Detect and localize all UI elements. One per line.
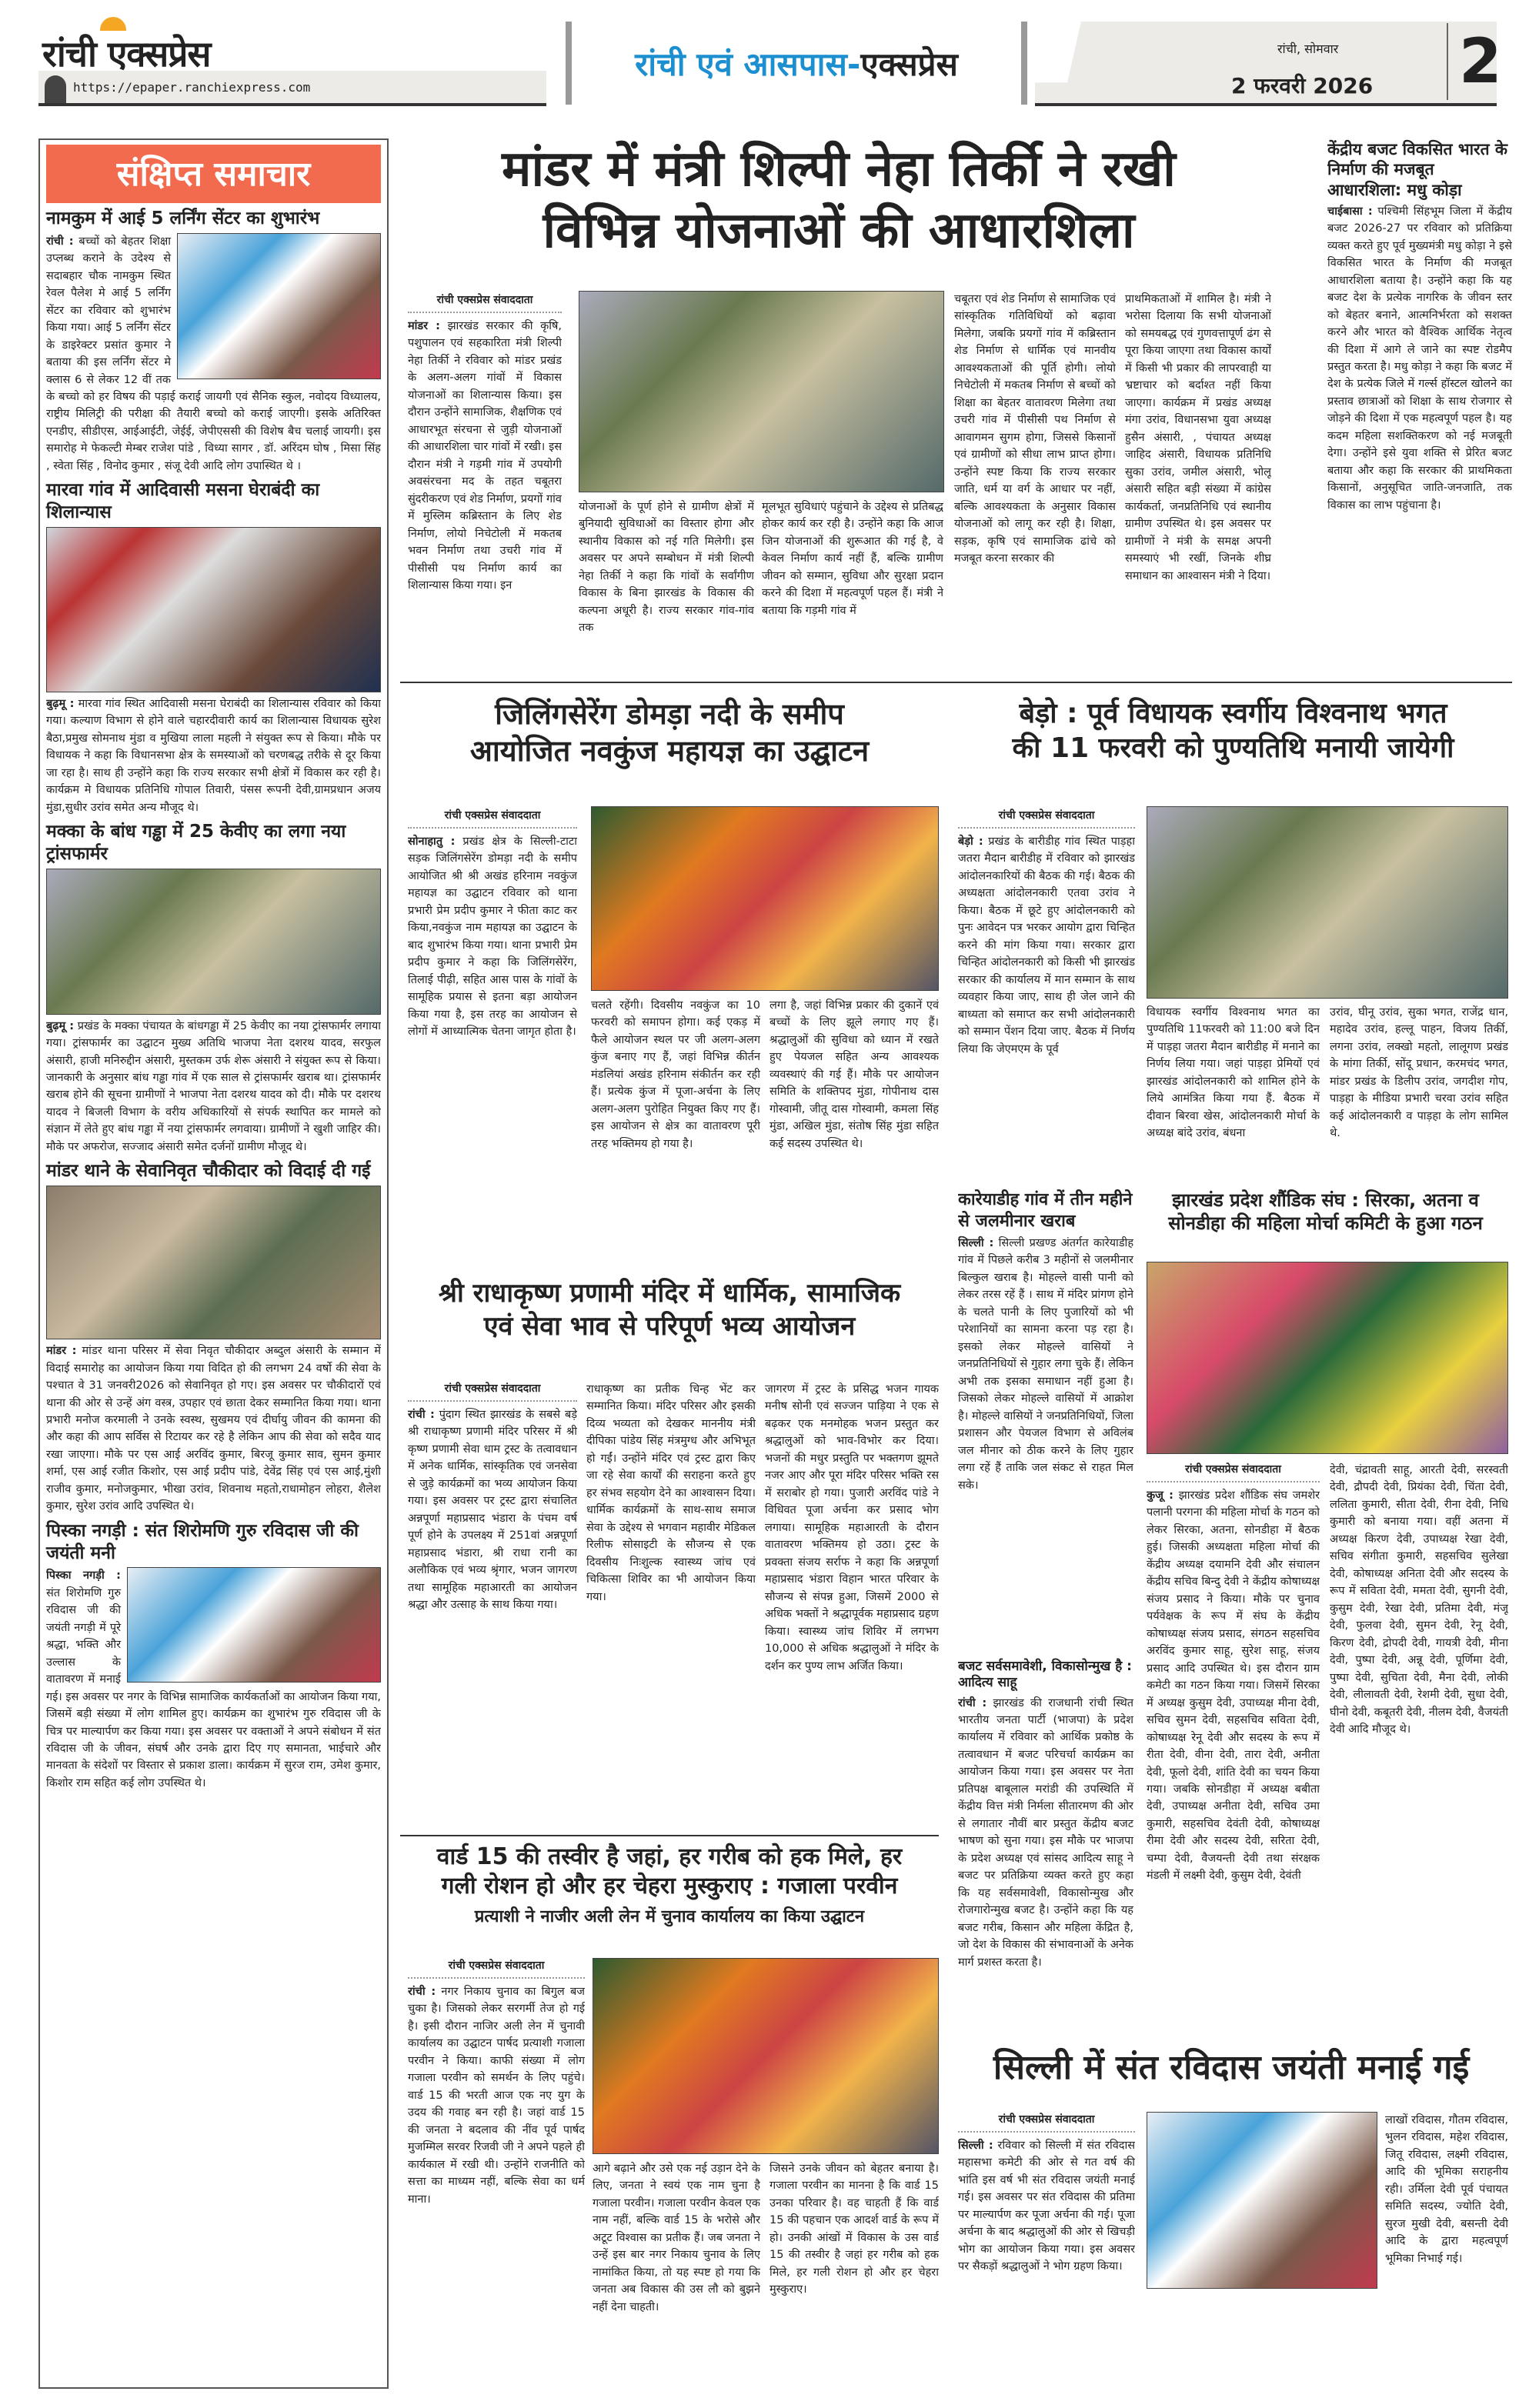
byline: रांची एक्सप्रेस संवाददाता	[958, 808, 1135, 829]
jalminar-story	[958, 1185, 1133, 1646]
story-text: प्रखंड के बारीडीह गांव स्थित पाड़हा जतरा मैदान बारीडीह में रविवार को झारखंड आंदोलनकारियों की बैठक की गई। बैठक की अध्यक्षता आंदोलनकारी एतवा उरांव ने किया। बैठक में छूटे हुए आंदोलनकारी को पुनः आवेदन पत्र भरकर आयोग द्वारा चिन्हित करने की मांग किया गया। सरकार द्वारा चिन्हित आंदोलनकारी को किसी भी झारखंड सरकार की कार्यालय में मान सम्मान के साथ व्यवहार किया जाए, साथ ही जेल जाने की बाध्यता को समाप्त कर सभी आंदोलनकारी को सम्मान पेंशन दिया जाए. बैठक में निर्णय लिया कि जेएमएम के पूर्व	[958, 835, 1135, 1056]
radhakrishna-col-3: जागरण में ट्रस्ट के प्रसिद्ध भजन गायक मनीष सोनी एवं सज्जन पाड़िया ने एक से बढ़कर एक मनमोहक भजन प्रस्तुत कर श्रद्धालुओं को भाव-विभोर कर दिया। भजनों की मधुर प्रस्तुति पर भक्तगण झूमते नजर आए और पूरा मंदिर परिसर भक्ति रस में सराबोर हो गया। पुजारी अरविंद पांडे ने विधिवत पूजा अर्चना कर प्रसाद भोग लगाया। सामूहिक महाआरती के दौरान वातावरण भक्तिमय हो उठा। ट्रस्ट के प्रवक्ता संजय सर्राफ ने कहा कि अन्नपूर्णा महाप्रसाद भंडारा विहान भारत परिवार के सौजन्य से संपन्न हुआ, जिसमें 2000 से अधिक भक्तों ने श्रद्धापूर्वक महाप्रसाद ग्रहण किया। स्वास्थ्य जांच शिविर में लगभग 10,000 से अधिक श्रद्धालुओं ने मंदिर के दर्शन कर पुण्य लाभ अर्जित किया।	[765, 1383, 939, 1673]
morcha-col-2: देवी, चंद्रावती साहू, आरती देवी, सरस्वती देवी, द्रौपदी देवी, प्रियंका देवी, चिंता देवी, ललिता कुमारी, सीता देवी, रीना देवी, निधि कुमारी को बनाया गया। वहीं अतना में अध्यक्ष किरण देवी, उपाध्यक्ष रेखा देवी, सचिव संगीता कुमारी, सहसचिव सुलेखा देवी, कोषाध्यक्ष अनिता देवी और सदस्य के रूप में सविता देवी, ममता देवी, सुगनी देवी, कुसुम देवी, रेखा देवी, प्रतिमा देवी, मंजू देवी, फुलवा देवी, सुमन देवी, रेनू देवी, किरण देवी, द्रोपदी देवी, गायत्री देवी, मीना देवी, पुष्पा देवी, अन्नू देवी, पूर्णिमा देवी, पुष्पा देवी, सुचिता देवी, मैना देवी, लोकी देवी, लीलावती देवी, रेशमी देवी, सुधा देवी, घीनो देवी, कबूतरी देवी, नीलम देवी, वैजयंती देवी आदि मौजूद थे।	[1330, 1464, 1508, 1736]
domra-headline	[400, 696, 939, 769]
briefs-column	[38, 138, 389, 2389]
silli-headline: सिल्ली में संत रविदास जयंती मनाई गई	[993, 2048, 1470, 2087]
dateline: सोनाहातु :	[408, 835, 456, 848]
lead-headline-line2: विभिन्न योजनाओं की आधारशिला	[542, 202, 1135, 259]
dateline: सिल्ली :	[958, 2140, 993, 2152]
photo-meeting	[1147, 806, 1508, 999]
sun-logo-icon	[100, 17, 126, 31]
dateline: चाईबासा :	[1327, 205, 1373, 218]
briefs-title: संक्षिप्त समाचार	[46, 145, 381, 203]
lead-col-5: प्राथमिकताओं में शामिल है। मंत्री ने भरोसा दिलाया कि सभी योजनाओं को समयबद्ध एवं गुणवत्तापूर्ण ढंग से पूरा किया जाएगा तथा विकास कार्यों में किसी भी प्रकार की लापरवाही या भ्रष्टाचार को बर्दाश्त नहीं किया जाएगा। कार्यक्रम में प्रखंड अध्यक्ष मंगा उरांव, विधानसभा युवा अध्यक्ष हुसैन अंसारी, , पंचायत अध्यक्ष जाहिद अंसारी, विधायक प्रतिनिधि सुका उरांव, जमील अंसारी, भोलू अंसारी सहित बड़ी संख्या में कांग्रेस कार्यकर्ता, जनप्रतिनिधि एवं स्थानीय ग्रामीण उपस्थित थे। इस अवसर पर ग्रामीणों ने मंत्री के समक्ष अपनी समस्याएं भी रखीं, जिनके शीघ्र समाधान का आश्वासन मंत्री ने दिया।	[1125, 293, 1271, 582]
dateline: बेड़ो :	[958, 835, 983, 848]
bero-col-3: उरांव, घीनू उरांव, सुका भगत, राजेंद्र धान, महादेव उरांव, हल्लू पाहन, विजय तिर्की, लगना उरांव, लक्खो महतो, लालूगण प्रखंड के मांगा तिर्की, सोंदू प्रधान, करमचंद भगत, मांडर प्रखंड के डिलीप उरांव, जगदीश गोप, पाड़हा के मीडिया प्रभारी चरवा उरांव सहित कई आंदोलनकारी व पाड़हा के लोग सामिल थे.	[1330, 1006, 1508, 1140]
byline: रांची एक्सप्रेस संवाददाता	[408, 1381, 577, 1402]
brief-item	[46, 821, 381, 1156]
brief-text: मारवा गांव स्थित आदिवासी मसना घेराबंदी का शिलान्यास रविवार को किया गया। कल्याण विभाग से होने वाले चहारदीवारी कार्य का शिलान्यास विधायक सुरेश बैठा,प्रमुख सोमनाथ मुंडा व मुखिया लाला महली ने संयुक्त रूप से किया। मौके पर विधायक ने कहा कि विधानसभा क्षेत्र के समस्याओं को चरणबद्ध तरीके से दूर किया जा रहा है। साथ ही उन्होंने कहा कि राज्य सरकार सभी क्षेत्रों में विकास कर रही है। कार्यक्रम मे विधायक प्रतिनिधि गोपाल तिवारी, पंसस रूपनी देवी,ग्रामप्रधान अजय मुंडा,सुधीर उरांव समेत अन्य मौजूद थे।	[46, 697, 381, 814]
newspaper-logo: रांची एक्सप्रेस	[42, 33, 211, 75]
byline: रांची एक्सप्रेस संवाददाता	[1147, 1462, 1320, 1482]
photo-farewell	[46, 1186, 381, 1339]
sahu-story	[958, 1654, 1133, 2031]
lead-headline	[400, 138, 1277, 262]
koda-story	[1327, 135, 1512, 677]
dateline: कुजू :	[1147, 1489, 1173, 1502]
brief-text: बच्चों को बेहतर शिक्षा उप्लब्ध कराने के उदेश्य से सदाबहार चौक नामकुम स्थित रेवल पैलेश मे आई 5 लर्निंग सेंटर का रविवार को शुभारंभ किया गया। आई 5 लर्निंग सेंटर के डाइरेक्टर प्रसांत कुमार ने बताया की इस लर्निंग सेंटर मे क्लास 6 से लेकर 12 वीं तक के बच्चो को हर विषय की पड़ाई कराई जायगी एवं सैनिक स्कुल, नवोदय विध्यालय, राष्ट्रीय मिलिट्री की परीक्षा की तैयारी बच्चो को कराई जाएगी। इसके अतिरिक्त एनडीए, सीडीएस, आईआईटी, जेईई, जेपीएससी की विशेष बैच चलाई जायगी। इस समारोह मे फेकल्टी मेम्बर राजेश पांडे , विध्या सागर , डॉ. अरिंदम घोष , मिसा सिंह , स्वेता सिंह , विनोद कुमार , संजू देवी आदि लोग उपास्थित थे ।	[46, 235, 381, 472]
photo-minister-foundation	[579, 291, 944, 492]
divider	[400, 682, 1512, 683]
section-title-a: रांची एवं आसपास-	[635, 45, 861, 83]
gazala-col-1	[408, 1958, 585, 2389]
morcha-headline: झारखंड प्रदेश शौंडिक संघ : सिरका, अतना व सोनडीहा की महिला मोर्चा कमिटी के हुआ गठन	[1168, 1189, 1483, 1234]
photo-ravidas-jayanti	[127, 1567, 381, 1683]
brief-text: प्रखंड के मक्का पंचायत के बांधगड्ढा में 25 केवीए का नया ट्रांसफार्मर लगाया गया। ट्रांसफार्मर का उद्घाटन मुख्य अतिथि भाजपा नेता दशरथ यादव, सरफुल अंसारी, हाजी मनिरुद्दीन अंसारी, मुस्तकम उर्फ शेरू अंसारी ने संयुक्त रूप से किया। जानकारी के अनुसार बांध गड्ढा गांव में एक साल से ट्रांसफार्मर खराब था। ट्रांसफार्मर खराब होने की सूचना ग्रामीणों ने भाजपा नेता दशरथ यादव को दी। मौके पर दशरथ यादव ने बिजली विभाग के वरीय अधिकारियों से संपर्क स्थापित कर मामले को संज्ञान में लेते हुए बांध गड्ढा में नया ट्रांसफार्मर लगवाया। ग्रामीणों ने खुशी जाहिर की। मौके पर अफरोज, सज्जाद अंसारी समेत दर्जनों ग्रामीण मौजूद थे।	[46, 1019, 381, 1153]
bero-headline-line2: की 11 फरवरी को पुण्यतिथि मनायी जायेगी	[1012, 732, 1454, 764]
lead-col-2: योजनाओं के पूर्ण होने से ग्रामीण क्षेत्रों में बुनियादी सुविधाओं का विस्तार होगा और स्थानीय विकास को नई गति मिलेगी। इस अवसर पर अपने सम्बोधन में मंत्री शिल्पी नेहा तिर्की ने कहा कि गांवों के सर्वांगीण विकास के बिना झारखंड के विकास की कल्पना अधूरी है। राज्य सरकार गांव-गांव तक	[579, 501, 754, 635]
dateline: बुढ़मू :	[46, 697, 75, 710]
silli-col-2: लाखों रविदास, गौतम रविदास, भुलन रविदास, महेश रविदास, जितू रविदास, लक्ष्मी रविदास, आदि की भूमिका सराहनीय रही। उर्मिला देवी पूर्व पंचायत समिति सदस्य, ज्योति देवी, सुरज मुखी देवी, बसन्ती देवी आदि के द्वारा महत्वपूर्ण भूमिका निभाई गई।	[1385, 2114, 1508, 2265]
brief-headline: मक्का के बांध गड्ढा में 25 केवीए का लगा नया ट्रांसफार्मर	[46, 822, 346, 864]
epaper-url[interactable]: https://epaper.ranchiexpress.com	[73, 80, 311, 95]
byline: रांची एक्सप्रेस संवाददाता	[408, 1958, 585, 1979]
brief-item	[46, 1520, 381, 1793]
gazala-subhead: प्रत्याशी ने नाजीर अली लेन में चुनाव कार्यालय का किया उद्घाटन	[474, 1907, 865, 1926]
photo-election-office	[593, 1958, 939, 2154]
photo-ribbon-cutting	[591, 806, 939, 991]
photo-learning-center	[177, 233, 381, 379]
bero-col-1	[958, 808, 1135, 1177]
photo-transformer	[46, 869, 381, 1015]
dateline: रांची :	[408, 1986, 436, 1998]
story-text: झारखंड की राजधानी रांची स्थित भारतीय जनता पार्टी (भाजपा) के प्रदेश कार्यालय में रविवार को आर्थिक प्रकोष्ठ के तत्वावधान में बजट परिचर्चा कार्यक्रम का आयोजन किया गया। इस अवसर पर नेता प्रतिपक्ष बाबूलाल मरांडी की उपस्थिति में केंद्रीय वित्त मंत्री निर्मला सीतारमण की ओर से लगातार नौवीं बार प्रस्तुत केंद्रीय बजट भाषण को सुना गया। इस मौके पर भाजपा के प्रदेश अध्यक्ष एवं सांसद आदित्य साहू ने बजट पर प्रतिक्रिया व्यक्त करते हुए कहा कि यह सर्वसमावेशी, विकासोन्मुख और रोजगारोन्मुख बजट है। उन्होंने कहा कि यह बजट गरीब, किसान और महिला केंद्रित है, जो देश के विकास की संभावनाओं के अनेक मार्ग प्रशस्त करता है।	[958, 1696, 1133, 1969]
radhakrishna-headline	[400, 1277, 939, 1342]
divider	[400, 1835, 939, 1836]
section-title-b: एक्सप्रेस	[860, 45, 958, 83]
page-number: 2	[1447, 23, 1502, 100]
gazala-headline-line1: वार्ड 15 की तस्वीर है जहां, हर गरीब को हक मिले, हर	[436, 1843, 903, 1870]
bero-col-2: विधायक स्वर्गीय विश्वनाथ भगत का पुण्यतिथि 11फरवरी को 11:00 बजे दिन में पाड़हा जतरा मैदान बारीडीह में मनाने का निर्णय लिया गया। जहां पाड़हा प्रेमियों एवं झारखंड आंदोलनकारी को शामिल होने के लिये आमंत्रित किया गया हैं. बैठक में दीवान बिरवा खेस, आंदोलनकारी मोर्चा के अध्यक्ष बांदे उरांव, बंधना	[1147, 1006, 1320, 1140]
edition-day: रांची, सोमवार	[1277, 42, 1339, 56]
story-text: झारखंड सरकार की कृषि, पशुपालन एवं सहकारिता मंत्री शिल्पी नेहा तिर्की ने रविवार को मांडर प्रखंड के अलग-अलग गांवों में विकास योजनाओं का शिलान्यास किया। इस दौरान उन्होंने सामाजिक, शैक्षणिक एवं आधारभूत संरचना से जुड़ी योजनाओं की आधारशिला चार गांवों में रखी। इस दौरान मंत्री ने गड़मी गांव में उपयोगी अवसंरचना मद के तहत चबूतरा सुंदरीकरण एवं शेड निर्माण, प्रयगों गांव में मुस्लिम कब्रिस्तान के लिए शेड निर्माण, लोयो निचेटोली में मकतब भवन निर्माण तथा उचरी गांव में पीसीसी पथ निर्माण कार्य का शिलान्यास किया गया। इन	[408, 320, 562, 592]
bero-headline-line1: बेड़ो : पूर्व विधायक स्वर्गीय विश्वनाथ भगत	[1019, 698, 1447, 729]
gazala-col-3: जिसने उनके जीवन को बेहतर बनाया है। गजाला परवीन का मानना है कि वार्ड 15 उनका परिवार है। वह चाहती हैं कि वार्ड 15 की पहचान एक आदर्श वार्ड के रूप में हो। उनकी आंखों में विकास के उस वार्ड 15 की तस्वीर है जहां हर गरीब को हक मिले, हर गली रोशन हो और हर चेहरा मुस्कुराए।	[770, 2163, 939, 2296]
dateline: पिस्का नगड़ी :	[46, 1569, 121, 1583]
gazala-col-2: आगे बढ़ाने और उसे एक नई उड़ान देने के लिए, जनता ने स्वयं एक नाम चुना है गजाला परवीन। गजाला परवीन केवल एक नाम नहीं, बल्कि वार्ड 15 के भरोसे और अटूट विश्वास का प्रतीक हैं। जब जनता ने उन्हें इस बार नगर निकाय चुनाव के लिए नामांकित किया, तो यह स्पष्ट हो गया कि जनता अब विकास की उस लौ को बुझने नहीं देना चाहती।	[593, 2163, 760, 2313]
qr-badge-icon	[45, 75, 66, 103]
domra-headline-line1: जिलिंगसेरेंग डोमड़ा नदी के समीप	[495, 697, 844, 731]
lead-col-3: मूलभूत सुविधाएं पहुंचाने के उद्देश्य से प्रतिबद्ध होकर कार्य कर रही है। उन्होंने कहा कि आज जिन योजनाओं की शुरूआत की गई है, वे केवल निर्माण कार्य नहीं हैं, बल्कि ग्रामीण जीवन को सम्मान, सुविधा और सुरक्षा प्रदान करने की दिशा में महत्वपूर्ण पहल हैं। मंत्री ने बताया कि गड़मी गांव में	[762, 501, 943, 617]
jalminar-headline: कारेयाडीह गांव में तीन महीने से जलमीनार खराब	[958, 1190, 1133, 1231]
brief-headline: नामकुम में आई 5 लर्निंग सेंटर का शुभारंभ	[46, 208, 320, 228]
story-text: रविवार को सिल्ली में संत रविदास महासभा कमेटी की ओर से गत वर्ष की भांति इस वर्ष भी संत रविदास जयंती मनाई गई। इस अवसर पर संत रविदास की प्रतिमा पर माल्यार्पण कर पूजा अर्चना की गई। पूजा अर्चना के बाद श्रद्धालुओं की ओर से खिचड़ी भोग का आयोजन किया गया। इस अवसर पर सैकड़ों श्रद्धालुओं ने भोग ग्रहण किया।	[958, 2140, 1135, 2273]
lead-headline-line1: मांडर में मंत्री शिल्पी नेहा तिर्की ने रखी	[502, 141, 1176, 198]
photo-foundation-stone	[46, 527, 381, 692]
byline: रांची एक्सप्रेस संवाददाता	[408, 808, 577, 829]
brief-text: संत शिरोमणि गुरु रविदास जी की जयंती नगड़ी में पूरे श्रद्धा, भक्ति और उल्लास के वातावरण में मनाई गई। इस अवसर पर नगर के विभिन्न सामाजिक कार्यकर्ताओं का आयोजन किया गया, जिसमें बड़ी संख्या में लोग शामिल हुए। कार्यक्रम का शुभारंभ गुरु रविदास जी के चित्र पर माल्यार्पण कर किया गया। इस अवसर पर वक्ताओं ने अपने संबोधन में संत रविदास जी के जीवन, संघर्ष और उनके द्वारा दिए गए समानता, भाईचारे और मानवता के संदेशों पर विस्तार से प्रकाश डाला। कार्यक्रम में सुरज राम, उमेश कुमार, किशोर राम सहित कई लोग उपस्थित थे।	[46, 1586, 381, 1789]
domra-col-1	[408, 808, 577, 1262]
dateline: रांची :	[958, 1696, 987, 1709]
dateline: मांडर :	[408, 320, 440, 332]
brief-headline: पिस्का नगड़ी : संत शिरोमणि गुरु रविदास जी की जयंती मनी	[46, 1520, 359, 1563]
photo-ravidas-bhog	[1147, 2112, 1377, 2289]
dateline: मांडर :	[46, 1345, 77, 1358]
edition-date: 2 फरवरी 2026	[1231, 73, 1374, 98]
byline: रांची एक्सप्रेस संवाददाता	[408, 292, 562, 313]
dateline: बुढ़मू :	[46, 1019, 75, 1032]
story-text: पश्चिमी सिंहभूम जिला में केंद्रीय बजट 2026-27 पर रविवार को प्रतिक्रिया व्यक्त करते हुए पूर्व मुख्यमंत्री मधु कोड़ा ने इसे विकसित भारत के निर्माण की मजबूत आधारशिला बताया है। उन्होंने कहा कि यह बजट देश के प्रत्येक नागरिक के जीवन स्तर को बेहतर बनाने, आत्मनिर्भरता को सशक्त करने और भारत को वैश्विक आर्थिक नेतृत्व की दिशा में आगे ले जाने का स्पष्ट रोडमैप प्रस्तुत करता है। मधु कोड़ा ने कहा कि बजट में देश के प्रत्येक जिले में गर्ल्स हॉस्टल खोलने का प्रस्ताव छात्राओं को शिक्षा के साथ रोजगार से जोड़ने की दिशा में एक महत्वपूर्ण पहल है। यह कदम महिला सशक्तिकरण को नई मजबूती देगा। उन्होंने इसे युवा शक्ति से प्रेरित बजट बताया और कहा कि सरकार की प्राथमिकता किसानों, अनुसूचित जाति-जनजाति, तक विकास का लाभ पहुंचाना है।	[1327, 205, 1512, 512]
dateline: रांची :	[46, 235, 74, 248]
brief-body	[46, 233, 381, 475]
brief-item	[46, 208, 381, 475]
radhakrishna-col-2: राधाकृष्ण का प्रतीक चिन्ह भेंट कर सम्मानित किया। मंदिर परिसर और इसकी दिव्य भव्यता को देखकर माननीय मंत्री दीपिका पांडेय सिंह मंत्रमुग्ध और अभिभूत हो गईं। उन्होंने मंदिर एवं ट्रस्ट द्वारा किए जा रहे सेवा कार्यों की सराहना करते हुए हर संभव सहयोग देने का आश्वासन दिया। धार्मिक कार्यक्रमों के साथ-साथ समाज सेवा के उद्देश्य से भगवान महावीर मेडिकल रिलीफ सोसाइटी के सौजन्य से एक दिवसीय निःशुल्क स्वास्थ्य जांच एवं चिकित्सा शिविर का भी आयोजन किया गया।	[586, 1383, 756, 1603]
story-text: सिल्ली प्रखण्ड अंतर्गत कारेयाडीह गांव में पिछले करीब 3 महीनों से जलमीनार बिल्कुल खराब है। मोहल्ले वासी पानी को लेकर तरस रहें हैं । साथ में मंदिर प्रांगण होने के चलते पानी के लिए पुजारियों को भी परेशानियों का सामना करना पड़ रहा है। इसको लेकर मोहल्ले वासियों ने जनप्रतिनिधियों से गुहार लगा चुके हैं। लेकिन अभी तक इसका समाधान नहीं हुआ है। जिसको लेकर मोहल्ले वासियों में आक्रोश है। मोहल्ले वासियों ने जनप्रतिनिधियों, जिला प्रशासन और पेयजल विभाग से अविलंब जल मीनार को ठीक करने के लिए गुहार लगा रहें हैं ताकि जल संकट से राहत मिल सके।	[958, 1237, 1133, 1492]
gazala-headline-line2: गली रोशन हो और हर चेहरा मुस्कुराए : गजाला परवीन	[441, 1872, 898, 1899]
radhakrishna-headline-line2: एवं सेवा भाव से परिपूर्ण भव्य आयोजन	[483, 1310, 856, 1342]
silli-col-1	[958, 2112, 1135, 2389]
dateline: सिल्ली :	[958, 1237, 994, 1249]
story-text: पुंदाग स्थित झारखंड के सबसे बड़े श्री राधाकृष्ण प्रणामी मंदिर परिसर में श्री कृष्ण प्रणामी सेवा धाम ट्रस्ट के तत्वावधान में अनेक धार्मिक, सांस्कृतिक एवं जनसेवा से जुड़े कार्यक्रमों का भव्य आयोजन किया गया। इस अवसर पर ट्रस्ट द्वारा संचालित अन्नपूर्णा महाप्रसाद भंडारा के पंचम वर्ष पूर्ण होने के उपलक्ष्य में 251वां अन्नपूर्णा महाप्रसाद भंडारा, श्री राधा रानी का अलौकिक एवं भव्य श्रृंगार, भजन जागरण तथा सामूहिक महाआरती का आयोजन श्रद्धा और उत्साह के साथ किया गया।	[408, 1409, 577, 1612]
brief-item	[46, 479, 381, 816]
brief-headline: मांडर थाने के सेवानिवृत चौकीदार को विदाई दी गई	[46, 1161, 371, 1182]
bero-headline	[954, 696, 1512, 765]
domra-headline-line2: आयोजित नवकुंज महायज्ञ का उद्घाटन	[469, 733, 870, 768]
dateline: रांची :	[408, 1409, 435, 1421]
photo-women-committee	[1147, 1262, 1508, 1454]
story-text: नगर निकाय चुनाव का बिगुल बज चुका है। जिसको लेकर सरगर्मी तेज हो गई है। इसी दौरान नाजिर अली लेन में चुनावी कार्यालय का उद्घाटन पार्षद प्रत्याशी गजाला परवीन ने किया। काफी संख्या में लोग गजाला परवीन को समर्थन के लिए पहुंचे। वार्ड 15 की भरती आज एक नए युग के उदय की गवाह बन रही है। जहां वार्ड 15 की जनता ने बदलाव की नींव पूर्व पार्षद मुजम्मिल सरवर रिजवी जी ने अपने पहले ही कार्यकाल में रखी थी। उन्होंने राजनीति को सत्ता का माध्यम नहीं, बल्कि सेवा का धर्म माना।	[408, 1986, 585, 2206]
byline: रांची एक्सप्रेस संवाददाता	[958, 2112, 1135, 2133]
morcha-col-1	[1147, 1462, 1320, 2031]
story-text: झारखंड प्रदेश शौंडिक संघ जमशेर पलानी परगना की महिला मोर्चा के गठन को लेकर सिरका, अतना, सोनडीहा में बैठक हुई। जिसकी अध्यक्षता महिला मोर्चा की केंद्रीय अध्यक्ष दयामनि देवी और संचालन केंद्रीय सचिव बिन्दु देवी ने केंद्रीय कोषाध्यक्ष संजय प्रसाद ने किया। मौके पर चुनाव पर्यवेक्षक के रूप में संघ के केंद्रीय कोषाध्यक्ष संजय प्रसाद, संगठन सहसचिव अरविंद कुमार साहू, सुरेश साहू, संजय प्रसाद आदि उपस्थित थे। इस दौरान ग्राम कमेटी का गठन किया गया। जिसमें सिरका में अध्यक्ष कुसुम देवी, उपाध्यक्ष मीना देवी, सचिव सुमन देवी, सहसचिव सविता देवी, कोषाध्यक्ष रेनू देवी और सदस्य के रूप में रीता देवी, वीना देवी, तारा देवी, अनीता देवी, फूलो देवी, शांति देवी का चयन किया गया। जबकि सोनडीहा में अध्यक्ष बबीता देवी, उपाध्यक्ष अनीता देवी, सचिव उमा कुमारी, सहसचिव देवंती देवी, कोषाध्यक्ष रीमा देवी और सदस्य देवी, सरिता देवी, चम्पा देवी, वैजयन्ती देवी तथा संरक्षक मंडली में लक्ष्मी देवी, कुसुम देवी, देवंती	[1147, 1489, 1320, 1883]
koda-headline: केंद्रीय बजट विकसित भारत के निर्माण की मजबूत आधारशिला: मधु कोड़ा	[1327, 140, 1508, 199]
brief-item	[46, 1160, 381, 1515]
brief-text: मांडर थाना परिसर में सेवा निवृत चौकीदार अब्दुल अंसारी के सम्मान में विदाई समारोह का आयोजन किया गया विदित हो की लगभग 24 वर्षो की सेवा के पश्चात वे 31 जनवरी2026 को सेवानिवृत हो गए। इस अवसर पर चौकीदारों एवं थाना की ओर से उन्हें अंग वस्त्र, उपहार एवं छाता देकर सम्मानित किया गया। थाना प्रभारी मनोज करमाली ने उनके स्वस्थ, सुखमय एवं दीर्घायु जीवन की कामना की और कहा की आप सर्विस से रिटायर कर रहे है लेकिन आप की सेवा को सदैव याद रखा जाएगा। मौके पर एस आई अरविंद कुमार, बिरजू कुमार साव, सुमन कुमार शर्मा, एस आई रजीत किशोर, एस आई प्रदीप पांडे, देवेंद्र सिंह एवं एस आई,मुंशी राजीव कुमार, मनोजकुमार, भीखा उरांव, शिवनाथ महतो,राधामोहन लोहरा, शैलेश कुमार, सुरेश उरांव आदि उपस्थित थे।	[46, 1345, 381, 1513]
brief-headline: मारवा गांव में आदिवासी मसना घेराबंदी का शिलान्यास	[46, 480, 320, 523]
gazala-headline	[400, 1843, 939, 1928]
section-title	[566, 22, 1027, 105]
radhakrishna-col-1	[408, 1381, 577, 1827]
domra-col-3: लगा है, जहां विभिन्न प्रकार की दुकानें एवं बच्चों के लिए झूले लगाए गए हैं। श्रद्धालुओं की सुविधा को ध्यान में रखते हुए पेयजल सहित अन्य आवश्यक व्यवस्थाएं की गई हैं। मौके पर आयोजन समिति के शक्तिपद मुंडा, गोपीनाथ दास गोस्वामी, जीतू दास गोस्वामी, कमला सिंह मुंडा, अखिल मुंडा, संतोष सिंह मुंडा सहित कई सदस्य उपस्थित थे।	[770, 999, 939, 1150]
sahu-headline: बजट सर्वसमावेशी, विकासोन्मुख है : आदित्य साहू	[958, 1659, 1132, 1691]
radhakrishna-headline-line1: श्री राधाकृष्ण प्रणामी मंदिर में धार्मिक, सामाजिक	[438, 1278, 901, 1309]
domra-col-2: चलते रहेंगी। दिवसीय नवकुंज का 10 फरवरी को समापन होगा। कई एकड़ में फैले आयोजन स्थल पर जी अलग-अलग कुंज बनाए गए हैं, जहां विभिन्न कीर्तन मंडलियां अखंड हरिनाम संकीर्तन कर रही हैं। प्रत्येक कुंज में पूजा-अर्चना के लिए अलग-अलग पुरोहित नियुक्त किए गए हैं। इस आयोजन से क्षेत्र का वातावरण पूरी तरह भक्तिमय हो गया है।	[591, 999, 760, 1150]
story-text: प्रखंड क्षेत्र के सिल्ली-टाटा सड़क जिलिंगसेरेंग डोमड़ा नदी के समीप आयोजित श्री श्री अखंड हरिनाम नवकुंज महायज्ञ का उद्घाटन रविवार को थाना प्रभारी प्रेम प्रदीप कुमार ने फीता काट कर किया,नवकुंज नाम महायज्ञ का उद्घाटन के बाद शुभारंभ किया गया। थाना प्रभारी प्रेम प्रदीप कुमार ने कहा कि जिलिंगसेरेंग, तिलाई पीढ़ी, सहित आस पास के गांवों के सामूहिक प्रयास से इतना बड़ा आयोजन किया गया है, इस तरह का आयोजन से लोगों में आध्यात्मिक चेतना जागृत होता है।	[408, 835, 577, 1039]
lead-col-1	[408, 292, 562, 677]
lead-col-4: चबूतरा एवं शेड निर्माण से सामाजिक एवं सांस्कृतिक गतिविधियों को बढ़ावा मिलेगा, जबकि प्रयगों गांव में कब्रिस्तान शेड निर्माण से धार्मिक एवं मानवीय आवश्यकताओं की पूर्ति होगी। लोयो निचेटोली में मकतब निर्माण से बच्चों को शिक्षा का बेहतर वातावरण मिलेगा तथा उचरी गांव में पीसीसी पथ निर्माण से आवागमन सुगम होगा, जिससे किसानों एवं ग्रामीणों को सीधा लाभ प्राप्त होगा। उन्होंने स्पष्ट किया कि राज्य सरकार जाति, धर्म या वर्ग के आधार पर नहीं, बल्कि आवश्यकता के अनुसार विकास योजनाओं को लागू कर रही है। शिक्षा, सड़क, कृषि एवं सामाजिक ढांचे को मजबूत करना सरकार की	[954, 293, 1116, 565]
